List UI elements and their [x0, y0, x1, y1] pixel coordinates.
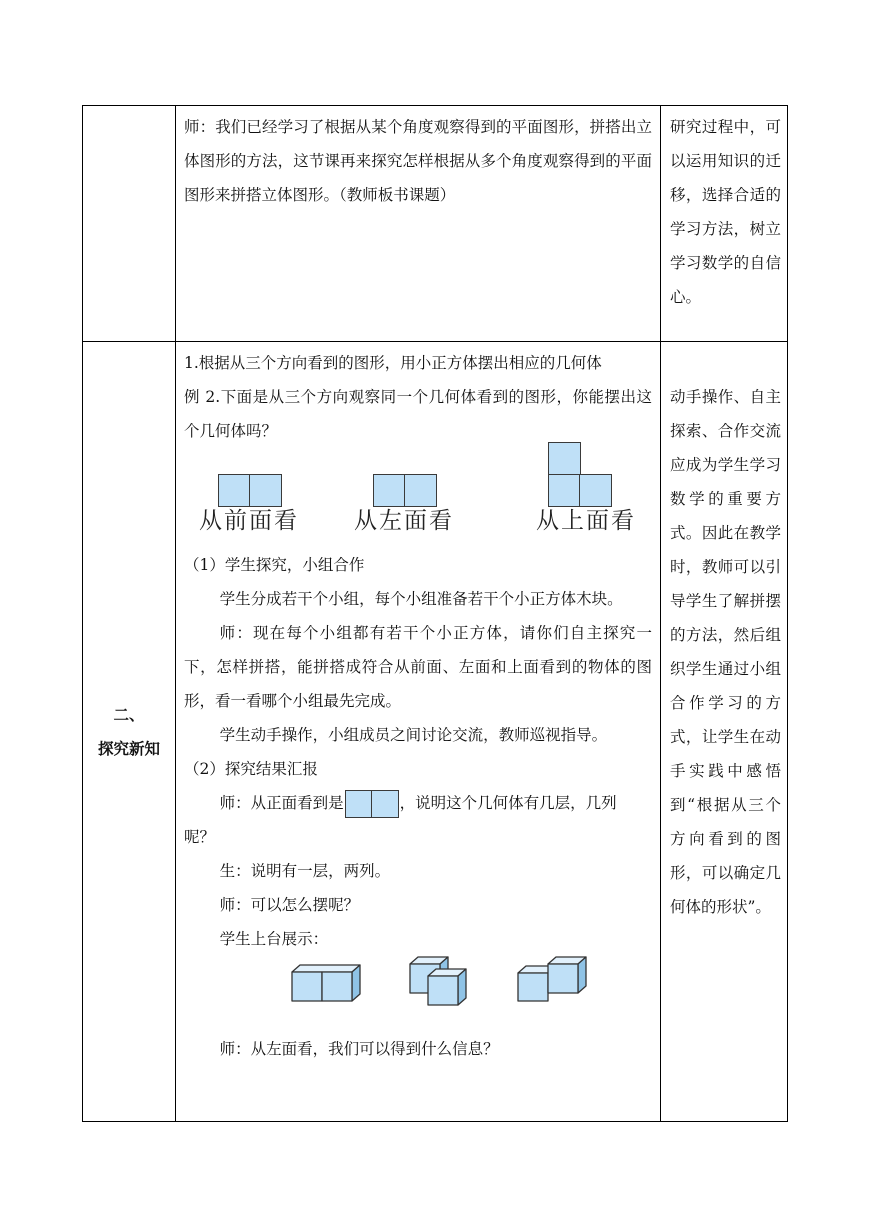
- question-continuation: 呢？: [184, 828, 216, 846]
- design-intent-cell: [661, 342, 788, 1122]
- stage-title: 探究新知: [97, 739, 160, 758]
- step1-paragraph: 师：现在每个小组都有若干个小正方体，请你们自主探究一下，怎样拼搭，能拼搭成符合从前面、左面和上面看到的物体的图形，看一看哪个小组最先完成。: [184, 624, 652, 710]
- design-intent-text: 动手操作、自主探索、合作交流应成为学生学习数学的重要方式。因此在教学时，教师可以引导学生了解拼摆的方法，然后组织学生通过小组合作学习的方式，让学生在动手实践中感悟到“根据从三个方向看到的图形，可以确定几何体的形状”。: [670, 388, 781, 916]
- design-intent-cell: [661, 106, 788, 342]
- question-text: ，说明这个几何体有几层，几列: [399, 794, 617, 812]
- stage-cell-empty: [83, 106, 176, 342]
- front-view-inline-figure: [345, 790, 399, 818]
- top-view-label: 从上面看: [536, 508, 636, 534]
- table-row: [83, 342, 788, 1122]
- main-content-cell: [176, 106, 661, 342]
- intro-paragraph: 师：我们已经学习了根据从某个角度观察得到的平面图形，拼搭出立体图形的方法，这节课再来探究怎样根据从多个角度观察得到的平面图形来拼搭立体图形。（教师板书课题）: [184, 118, 652, 204]
- example-text: 例 2.下面是从三个方向观察同一个几何体看到的图形，你能摆出这个几何体吗？: [184, 388, 652, 440]
- question-line: [184, 786, 652, 820]
- stage-number: 二、: [113, 705, 145, 724]
- question-text: 师：从正面看到是: [219, 794, 344, 812]
- demo-line: 学生上台展示：: [219, 930, 329, 948]
- question-line: 师：可以怎么摆呢？: [219, 896, 360, 914]
- design-intent-text: 研究过程中，可以运用知识的迁移，选择合适的学习方法，树立学习数学的自信心。: [670, 118, 781, 306]
- step1-paragraph: 学生动手操作，小组成员之间讨论交流，教师巡视指导。: [219, 726, 608, 744]
- cube-arrangements: [184, 956, 652, 1032]
- left-view-label: 从左面看: [354, 508, 454, 534]
- main-content-cell: [176, 342, 661, 1122]
- table-row: [83, 106, 788, 342]
- arrangement-c: [518, 957, 586, 1001]
- step1-paragraph: 学生分成若干个小组，每个小组准备若干个小正方体木块。: [219, 590, 623, 608]
- section-heading: 1.根据从三个方向看到的图形，用小正方体摆出相应的几何体: [184, 354, 602, 372]
- lesson-plan-table: [82, 105, 788, 1122]
- step2-title: （2）探究结果汇报: [184, 760, 318, 778]
- cube-arrangements-svg: [176, 956, 661, 1032]
- arrangement-b: [410, 957, 466, 1005]
- question-line: 师：从左面看，我们可以得到什么信息？: [219, 1040, 499, 1058]
- three-view-figures: [184, 448, 652, 548]
- stage-cell: [83, 342, 176, 1122]
- front-view-label: 从前面看: [199, 508, 299, 534]
- step1-title: （1）学生探究，小组合作: [184, 556, 365, 574]
- answer-line: 生：说明有一层，两列。: [219, 862, 391, 880]
- arrangement-a: [292, 965, 360, 1001]
